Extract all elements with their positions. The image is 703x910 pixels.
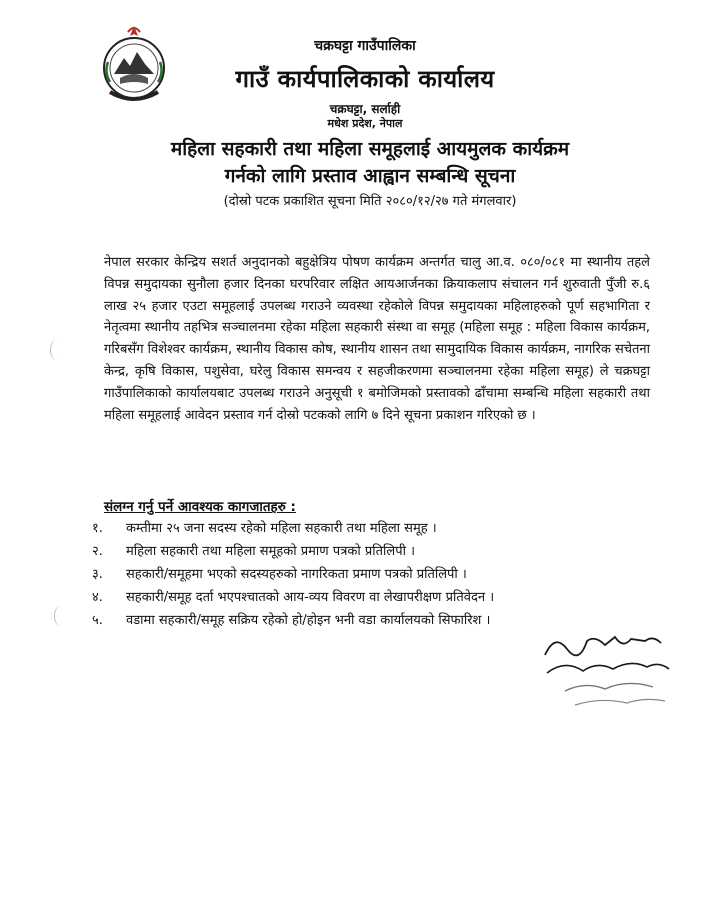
list-item-text: कम्तीमा २५ जना सदस्य रहेको महिला सहकारी तथा महिला समूह । <box>126 521 437 536</box>
list-item-text: महिला सहकारी तथा महिला समूहको प्रमाण पत्रको प्रतिलिपी । <box>126 544 416 559</box>
scan-mark <box>54 606 67 626</box>
list-item <box>92 517 612 540</box>
list-item <box>92 540 612 563</box>
province-name: मधेश प्रदेश, नेपाल <box>327 117 403 130</box>
office-title: गाउँ कार्यपालिकाको कार्यालय <box>235 65 495 93</box>
list-item-text: सहकारी/समूहमा भएको सदस्यहरुको नागरिकता प्रमाण पत्रको प्रतिलिपी । <box>126 567 467 582</box>
documents-heading: संलग्न गर्नु पर्ने आवश्यक कागजातहरु : <box>104 499 296 515</box>
list-item-number: २. <box>92 544 103 559</box>
office-location: चक्रघट्टा, सर्लाही <box>329 102 401 116</box>
list-item-number: ५. <box>92 613 103 628</box>
documents-list <box>92 517 612 632</box>
publication-note: (दोस्रो पटक प्रकाशित सूचना मिति २०८०/१२/२७ गते मंगलवार) <box>223 194 517 209</box>
list-item-text: वडामा सहकारी/समूह सक्रिय रहेको हो/होइन भनी वडा कार्यालयको सिफारिश । <box>126 613 491 628</box>
signature-icon <box>535 615 685 715</box>
list-item-number: ४. <box>92 590 103 605</box>
list-item-text: सहकारी/समूह दर्ता भएपश्चातको आय-व्यय विवरण वा लेखापरीक्षण प्रतिवेदन । <box>126 590 495 605</box>
notice-title-line2: गर्नको लागि प्रस्ताव आह्वान सम्बन्धि सूचना <box>224 165 516 187</box>
list-item-number: ३. <box>92 567 103 582</box>
list-item <box>92 563 612 586</box>
list-item-number: १. <box>92 521 103 536</box>
list-item <box>92 586 612 609</box>
notice-title-line1: महिला सहकारी तथा महिला समूहलाई आयमुलक कार्यक्रम <box>170 138 570 160</box>
list-item <box>92 609 612 632</box>
notice-body-paragraph: नेपाल सरकार केन्द्रिय सशर्त अनुदानको बहुक्षेत्रिय पोषण कार्यक्रम अन्तर्गत चालु आ.व. ०८०/०८१ मा स्थानीय तहले विपन्न समुदायका सुनौला हजार दिनका घरपरिवार लक्षित आयआर्जनका क्रियाकलाप संचालन गर्न शुरुवाती पुँजी रु.६ लाख २५ हजार एउटा समूहलाई उपलब्ध गराउने व्यवस्था रहेकोले विपन्न समुदायका महिलाहरुको पूर्ण सहभागिता र नेतृत्वमा स्थानीय तहभित्र सञ्चालनमा रहेका महिला सहकारी संस्था वा समूह (महिला समूह : महिला विकास कार्यक्रम, गरिबसँग विशेश्वर कार्यक्रम, स्थानीय विकास कोष, स्थानीय शासन तथा सामुदायिक विकास कार्यक्रम, नागरिक सचेतना केन्द्र, कृषि विकास, पशुसेवा, घरेलु विकास समन्वय र सहजीकरणमा सञ्चालनमा रहेका महिला समूह) ले चक्रघट्टा गाउँपालिकाको कार्यालयबाट उपलब्ध गराउने अनुसूची १ बमोजिमको प्रस्तावको ढाँचामा सम्बन्धि महिला सहकारी तथा महिला समूहलाई आवेदन प्रस्ताव गर्न दोस्रो पटकको लागि ७ दिने सूचना प्रकाशन गरिएको छ । <box>104 255 650 423</box>
municipality-name: चक्रघट्टा गाउँपालिका <box>314 38 416 54</box>
scan-mark <box>50 340 63 360</box>
